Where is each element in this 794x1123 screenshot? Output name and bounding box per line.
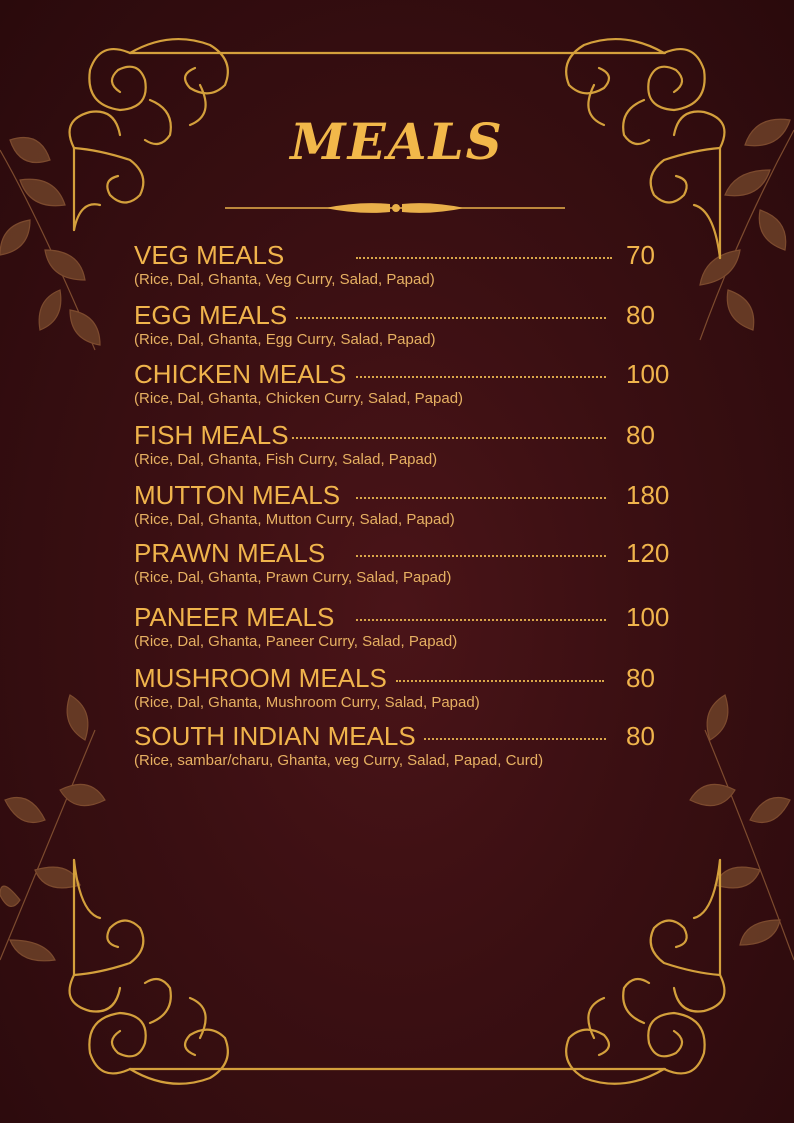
menu-item-description: (Rice, Dal, Ghanta, Mutton Curry, Salad, Papad) (134, 511, 455, 528)
dot-leader (356, 497, 606, 499)
menu-item-description: (Rice, Dal, Ghanta, Chicken Curry, Salad, Papad) (134, 390, 464, 407)
menu-item (134, 420, 674, 476)
menu-item-name: EGG MEALS (134, 300, 288, 330)
menu-item-price: 100 (626, 602, 670, 632)
menu-item (134, 480, 674, 536)
menu-item-price: 120 (626, 538, 670, 568)
menu-item-description: (Rice, Dal, Ghanta, Mushroom Curry, Salad, Papad) (134, 694, 480, 711)
menu-title: MEALS (290, 112, 504, 171)
menu-item-description: (Rice, Dal, Ghanta, Fish Curry, Salad, Papad) (134, 451, 438, 468)
menu-item-name: CHICKEN MEALS (134, 359, 347, 389)
dot-leader (424, 738, 606, 740)
menu-item-price: 80 (626, 663, 655, 693)
corner-scroll-bottom-left (70, 860, 228, 1084)
dot-leader (356, 619, 606, 621)
menu-item-price: 180 (626, 480, 670, 510)
menu-item-description: (Rice, sambar/charu, Ghanta, veg Curry, Salad, Papad, Curd) (134, 752, 544, 769)
menu-item-description: (Rice, Dal, Ghanta, Veg Curry, Salad, Papad) (134, 271, 435, 288)
menu-item-price: 80 (626, 300, 655, 330)
dot-leader (396, 680, 604, 682)
menu-item-name: MUTTON MEALS (134, 480, 341, 510)
menu-item (134, 240, 674, 296)
menu-item (134, 300, 674, 356)
dot-leader (296, 317, 606, 319)
menu-item-description: (Rice, Dal, Ghanta, Egg Curry, Salad, Papad) (134, 331, 436, 348)
menu-item-name: PANEER MEALS (134, 602, 335, 632)
corner-scroll-bottom-right (566, 860, 724, 1084)
menu-item-price: 80 (626, 721, 655, 751)
menu-item (134, 538, 674, 594)
dot-leader (356, 257, 612, 259)
menu-item-name: MUSHROOM MEALS (134, 663, 387, 693)
menu-item-name: PRAWN MEALS (134, 538, 326, 568)
menu-item (134, 721, 674, 777)
menu-item-price: 80 (626, 420, 655, 450)
menu-item (134, 663, 674, 719)
menu-item-price: 100 (626, 359, 670, 389)
menu-item-price: 70 (626, 240, 655, 270)
menu-item-name: FISH MEALS (134, 420, 289, 450)
dot-leader (356, 376, 606, 378)
menu-item-description: (Rice, Dal, Ghanta, Prawn Curry, Salad, Papad) (134, 569, 452, 586)
menu-item-description: (Rice, Dal, Ghanta, Paneer Curry, Salad, Papad) (134, 633, 458, 650)
dot-leader (292, 437, 606, 439)
menu-item (134, 602, 674, 658)
menu-item-name: VEG MEALS (134, 240, 285, 270)
menu-item (134, 359, 674, 415)
dot-leader (356, 555, 606, 557)
menu-item-name: SOUTH INDIAN MEALS (134, 721, 416, 751)
